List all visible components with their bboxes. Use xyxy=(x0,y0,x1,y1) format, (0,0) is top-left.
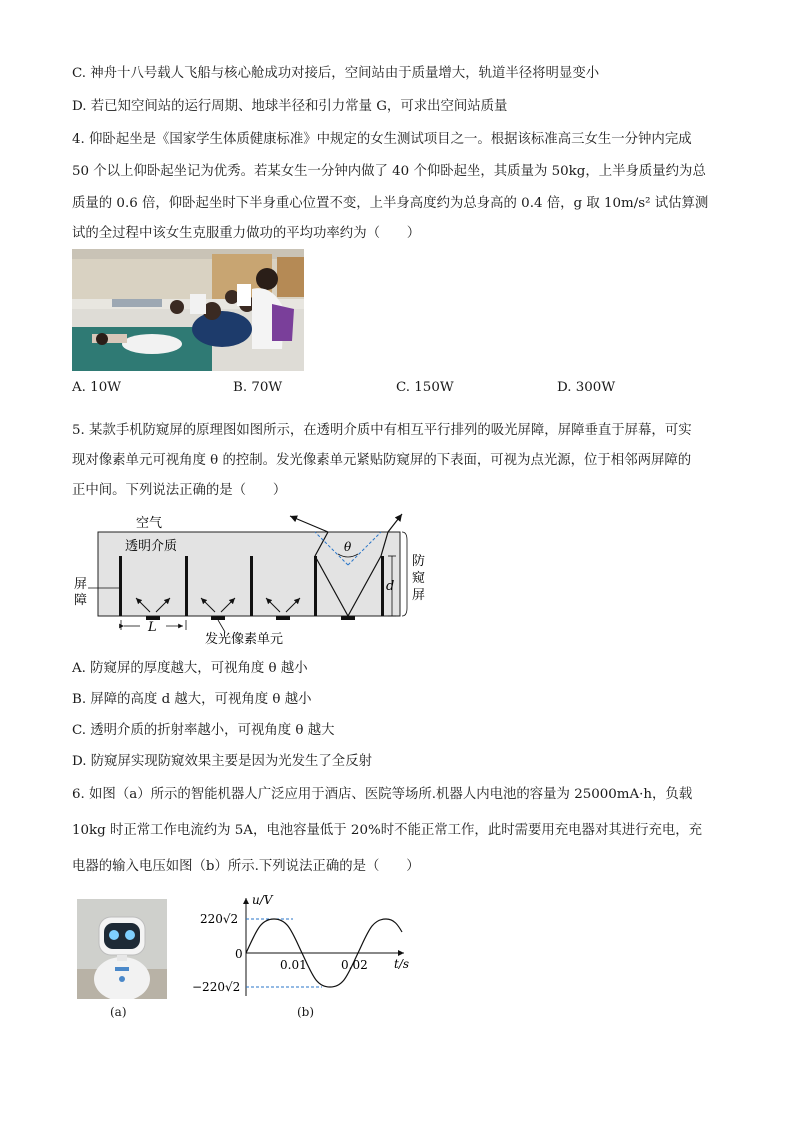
q4-line-1: 4. 仰卧起坐是《国家学生体质健康标准》中规定的女生测试项目之一。根据该标准高三女生一分钟内完成 xyxy=(72,132,692,147)
privacy-screen-diagram xyxy=(70,510,440,650)
y-tick-top: 220√2 xyxy=(200,912,239,926)
robot-photo xyxy=(77,899,167,999)
q5-option-d: D. 防窥屏实现防窥效果主要是因为光发生了全反射 xyxy=(72,754,372,769)
q5-line-1: 5. 某款手机防窥屏的原理图如图所示，在透明介质中有相互平行排列的吸光屏障，屏障垂直于屏幕，可实 xyxy=(72,423,692,438)
situp-photo xyxy=(72,249,304,371)
label-medium: 透明介质 xyxy=(125,539,178,554)
q4-line-3: 质量的 0.6 倍，仰卧起坐时下半身重心位置不变，上半身高度约为总身高的 0.4 倍，g 取 10m/s² 试估算测 xyxy=(72,196,709,211)
pixel-unit xyxy=(341,616,355,620)
q4-line-2: 50 个以上仰卧起坐记为优秀。若某女生一分钟内做了 40 个仰卧起坐，其质量为 50kg，上半身质量约为总 xyxy=(72,164,706,179)
label-screen-2: 窥 xyxy=(412,571,426,586)
q3-option-c: C. 神舟十八号载人飞船与核心舱成功对接后，空间站由于质量增大，轨道半径将明显变小 xyxy=(72,66,600,81)
barrier xyxy=(314,556,317,616)
barrier xyxy=(381,556,384,616)
q4-line-4: 试的全过程中该女生克服重力做功的平均功率约为（ ） xyxy=(72,226,421,241)
caption-b: (b) xyxy=(297,1005,315,1019)
q3-option-d: D. 若已知空间站的运行周期、地球半径和引力常量 G，可求出空间站质量 xyxy=(72,99,508,114)
q4-option-b: B. 70W xyxy=(233,380,283,395)
label-screen-3: 屏 xyxy=(412,588,426,603)
caption-a: (a) xyxy=(110,1005,127,1019)
q5-line-3: 正中间。下列说法正确的是（ ） xyxy=(72,483,287,498)
pixel-unit xyxy=(211,616,225,620)
label-d: d xyxy=(386,579,395,594)
q5-option-a: A. 防窥屏的厚度越大，可视角度 θ 越小 xyxy=(72,661,308,676)
y-tick-bottom: −220√2 xyxy=(192,980,241,994)
q6-line-1: 6. 如图（a）所示的智能机器人广泛应用于酒店、医院等场所.机器人内电池的容量为 25000mA·h，负载 xyxy=(72,787,693,802)
q6-line-2: 10kg 时正常工作电流约为 5A，电池容量低于 20%时不能正常工作，此时需要用充电器对其进行充电，充 xyxy=(72,823,703,838)
q4-option-a: A. 10W xyxy=(72,380,121,395)
x-tick-1: 0.01 xyxy=(280,958,307,972)
label-air: 空气 xyxy=(136,516,163,531)
label-barrier-1: 屏 xyxy=(74,577,88,592)
q6-line-3: 电器的输入电压如图（b）所示.下列说法正确的是（ ） xyxy=(72,859,420,874)
q4-option-d: D. 300W xyxy=(557,380,616,395)
label-barrier-2: 障 xyxy=(74,593,88,608)
q5-option-c: C. 透明介质的折射率越小，可视角度 θ 越大 xyxy=(72,723,335,738)
barrier xyxy=(119,556,122,616)
q5-option-b: B. 屏障的高度 d 越大，可视角度 θ 越小 xyxy=(72,692,312,707)
label-screen-1: 防 xyxy=(412,554,426,569)
origin-label: 0 xyxy=(235,947,243,961)
x-tick-2: 0.02 xyxy=(341,958,368,972)
voltage-graph xyxy=(190,892,420,1002)
q4-option-c: C. 150W xyxy=(396,380,454,395)
pixel-unit xyxy=(276,616,290,620)
q5-line-2: 现对像素单元可视角度 θ 的控制。发光像素单元紧贴防窥屏的下表面，可视为点光源，位于相邻两屏障的 xyxy=(72,453,692,468)
label-pixel: 发光像素单元 xyxy=(205,632,284,647)
label-L: L xyxy=(148,620,157,635)
y-axis-label: u/V xyxy=(252,893,273,907)
barrier xyxy=(185,556,188,616)
barrier xyxy=(250,556,253,616)
label-theta: θ xyxy=(344,540,352,554)
x-axis-label: t/s xyxy=(394,957,410,971)
